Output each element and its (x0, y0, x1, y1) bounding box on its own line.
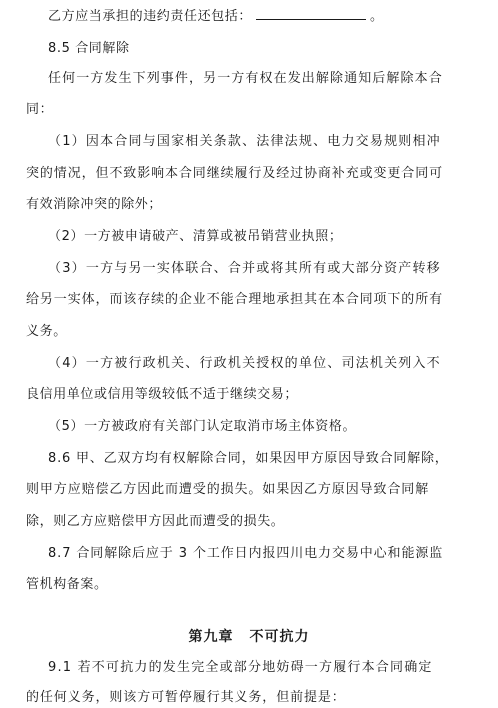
paragraph-line: 9.1 若不可抗力的发生完全或部分地妨碍一方履行本合同确定 (48, 660, 433, 675)
paragraph-line: 8.7 合同解除后应于 3 个工作日内报四川电力交易中心和能源监 (48, 546, 444, 561)
paragraph-line: （3）一方与另一实体联合、合并或将其所有或大部分资产转移 (48, 261, 441, 276)
paragraph-line: 有效消除冲突的除外； (26, 197, 163, 212)
paragraph-line: 任何一方发生下列事件，另一方有权在发出解除通知后解除本合 (48, 71, 443, 86)
paragraph-line: （2）一方被申请破产、清算或被吊销营业执照； (48, 229, 343, 244)
liability-end-mark: 。 (370, 9, 384, 24)
paragraph-line: （4）一方被行政机关、行政机关授权的单位、司法机关列入不 (48, 356, 441, 371)
paragraph-line: 8.6 甲、乙双方均有权解除合同，如果因甲方原因导致合同解除， (48, 451, 449, 466)
chapter-title: 不可抗力 (249, 629, 310, 645)
chapter-heading (0, 628, 498, 646)
fill-in-blank (256, 6, 366, 20)
paragraph-line: 良信用单位或信用等级较低不适于继续交易； (26, 387, 299, 402)
paragraph-line: 的任何义务，则该方可暂停履行其义务，但前提是： (26, 690, 346, 705)
chapter-number: 第九章 (188, 629, 234, 645)
paragraph-line: 给另一实体，而该存续的企业不能合理地承担其在本合同项下的所有 (26, 292, 444, 307)
liability-line (48, 6, 384, 26)
paragraph-line: 同： (26, 102, 54, 117)
section-8-5-heading: 8.5 合同解除 (48, 41, 130, 56)
paragraph-line: 则甲方应赔偿乙方因此而遭受的损失。如果因乙方原因导致合同解 (26, 482, 430, 497)
paragraph-line: 义务。 (26, 324, 67, 339)
paragraph-line: 除，则乙方应赔偿甲方因此而遭受的损失。 (26, 514, 285, 529)
paragraph-line: （1）因本合同与国家相关条款、法律法规、电力交易规则相冲 (48, 134, 441, 149)
paragraph-line: 突的情况，但不致影响本合同继续履行及经过协商补充或变更合同可 (26, 166, 444, 181)
paragraph-line: （5）一方被政府有关部门认定取消市场主体资格。 (48, 419, 357, 434)
liability-text: 乙方应当承担的违约责任还包括： (48, 9, 253, 24)
paragraph-line: 管机构备案。 (26, 577, 108, 592)
